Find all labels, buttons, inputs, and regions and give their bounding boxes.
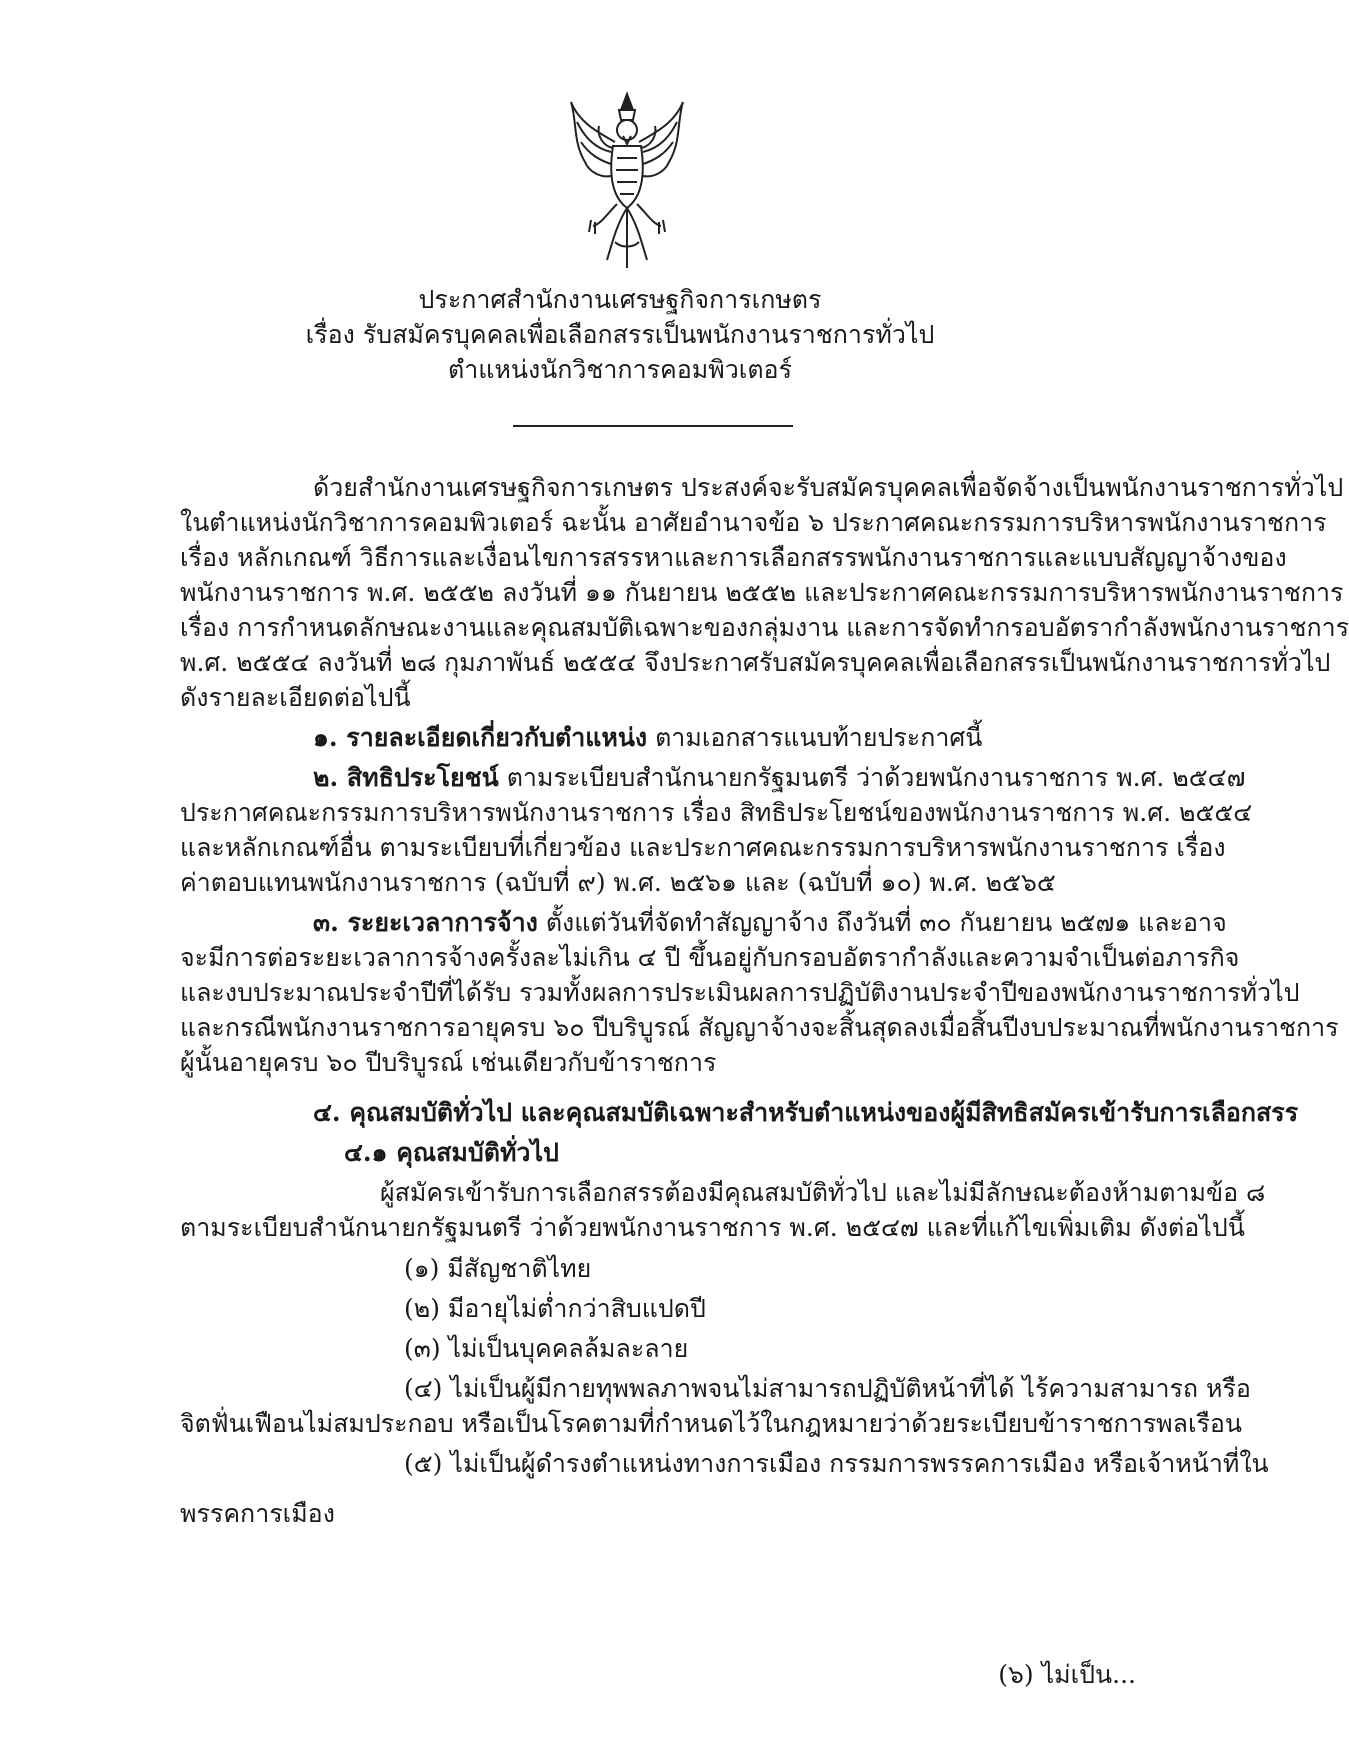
section-1-heading: ๑. รายละเอียดเกี่ยวกับตำแหน่ง <box>313 723 648 752</box>
section-3-text: ตั้งแต่วันที่จัดทำสัญญาจ้าง ถึงวันที่ ๓๐ กันยายน ๒๕๗๑ และอาจ <box>537 908 1227 937</box>
intro-line: ดังรายละเอียดต่อไปนี้ <box>180 683 411 712</box>
qualification-item: (๑) มีสัญชาติไทย <box>404 1254 592 1283</box>
qualification-item: (๔) ไม่เป็นผู้มีกายทุพพลภาพจนไม่สามารถปฏิบัติหน้าที่ได้ ไร้ความสามารถ หรือ <box>404 1374 1251 1403</box>
section-1 <box>313 725 982 750</box>
section-2-text: ตามระเบียบสำนักนายกรัฐมนตรี ว่าด้วยพนักงานราชการ พ.ศ. ๒๕๔๗ <box>498 763 1246 792</box>
intro-line: พ.ศ. ๒๕๕๔ ลงวันที่ ๒๘ กุมภาพันธ์ ๒๕๕๔ จึงประกาศรับสมัครบุคคลเพื่อเลือกสรรเป็นพนักงานราชการทั่วไป <box>180 648 1331 677</box>
garuda-emblem-icon <box>567 92 687 272</box>
intro-line: ด้วยสำนักงานเศรษฐกิจการเกษตร ประสงค์จะรับสมัครบุคคลเพื่อจัดจ้างเป็นพนักงานราชการทั่วไป <box>313 473 1344 502</box>
intro-line: พนักงานราชการ พ.ศ. ๒๕๕๒ ลงวันที่ ๑๑ กันยายน ๒๕๕๒ และประกาศคณะกรรมการบริหารพนักงานราชการ <box>180 578 1344 607</box>
section-3-line: ผู้นั้นอายุครบ ๖๐ ปีบริบูรณ์ เช่นเดียวกับข้าราชการ <box>180 1048 717 1077</box>
section-3-line: และกรณีพนักงานราชการอายุครบ ๖๐ ปีบริบูรณ์ สัญญาจ้างจะสิ้นสุดลงเมื่อสิ้นปีงบประมาณที่พนักงานราชการ <box>180 1013 1339 1042</box>
section-3-line: และงบประมาณประจำปีที่ได้รับ รวมทั้งผลการประเมินผลการปฏิบัติงานประจำปีของพนักงานราชการทั่วไป <box>180 978 1300 1007</box>
qualification-item: (๓) ไม่เป็นบุคคลล้มละลาย <box>404 1334 689 1363</box>
section-2-line: ประกาศคณะกรรมการบริหารพนักงานราชการ เรื่อง สิทธิประโยชน์ของพนักงานราชการ พ.ศ. ๒๕๕๔ <box>180 798 1253 827</box>
qualification-item-cont: พรรคการเมือง <box>180 1499 335 1528</box>
title-divider <box>513 425 793 427</box>
qualification-item-cont: จิตฟั่นเฟือนไม่สมประกอบ หรือเป็นโรคตามที่กำหนดไว้ในกฎหมายว่าด้วยระเบียบข้าราชการพลเรือน <box>180 1409 1243 1438</box>
continued-note: (๖) ไม่เป็น... <box>998 1660 1136 1689</box>
section-2-first <box>313 763 1246 792</box>
section-4-heading: ๔. คุณสมบัติทั่วไป และคุณสมบัติเฉพาะสำหรับตำแหน่งของผู้มีสิทธิสมัครเข้ารับการเลือกสรร <box>313 1098 1299 1127</box>
qualification-item: (๕) ไม่เป็นผู้ดำรงตำแหน่งทางการเมือง กรรมการพรรคการเมือง หรือเจ้าหน้าที่ใน <box>404 1449 1269 1478</box>
announcement-position: ตำแหน่งนักวิชาการคอมพิวเตอร์ <box>448 355 792 384</box>
intro-line: เรื่อง หลักเกณฑ์ วิธีการและเงื่อนไขการสรรหาและการเลือกสรรพนักงานราชการและแบบสัญญาจ้างของ <box>180 543 1287 572</box>
section-3-first <box>313 908 1227 937</box>
section-3-line: จะมีการต่อระยะเวลาการจ้างครั้งละไม่เกิน ๔ ปี ขึ้นอยู่กับกรอบอัตรากำลังและความจำเป็นต่อภารกิจ <box>180 943 1240 972</box>
section-2-line: ค่าตอบแทนพนักงานราชการ (ฉบับที่ ๙) พ.ศ. ๒๕๖๑ และ (ฉบับที่ ๑๐) พ.ศ. ๒๕๖๕ <box>180 868 1056 897</box>
section-4-1-heading: ๔.๑ คุณสมบัติทั่วไป <box>344 1138 559 1167</box>
section-1-text: ตามเอกสารแนบท้ายประกาศนี้ <box>647 723 983 752</box>
announcement-subject: เรื่อง รับสมัครบุคคลเพื่อเลือกสรรเป็นพนักงานราชการทั่วไป <box>305 320 935 349</box>
qualification-item: (๒) มีอายุไม่ต่ำกว่าสิบแปดปี <box>404 1294 706 1323</box>
section-4-1-text: ผู้สมัครเข้ารับการเลือกสรรต้องมีคุณสมบัติทั่วไป และไม่มีลักษณะต้องห้ามตามข้อ ๘ <box>380 1178 1266 1207</box>
announcement-title: ประกาศสำนักงานเศรษฐกิจการเกษตร <box>418 285 822 314</box>
section-2-line: และหลักเกณฑ์อื่น ตามระเบียบที่เกี่ยวข้อง และประกาศคณะกรรมการบริหารพนักงานราชการ เรื่อง <box>180 833 1226 862</box>
intro-line: ในตำแหน่งนักวิชาการคอมพิวเตอร์ ฉะนั้น อาศัยอำนาจข้อ ๖ ประกาศคณะกรรมการบริหารพนักงานราชการ <box>180 508 1327 537</box>
section-3-heading: ๓. ระยะเวลาการจ้าง <box>313 908 538 937</box>
intro-line: เรื่อง การกำหนดลักษณะงานและคุณสมบัติเฉพาะของกลุ่มงาน และการจัดทำกรอบอัตรากำลังพนักงานราชการ <box>180 613 1349 642</box>
section-2-heading: ๒. สิทธิประโยชน์ <box>313 763 499 792</box>
section-4-1-text: ตามระเบียบสำนักนายกรัฐมนตรี ว่าด้วยพนักงานราชการ พ.ศ. ๒๕๔๗ และที่แก้ไขเพิ่มเติม ดังต่อไปนี้ <box>180 1213 1245 1242</box>
